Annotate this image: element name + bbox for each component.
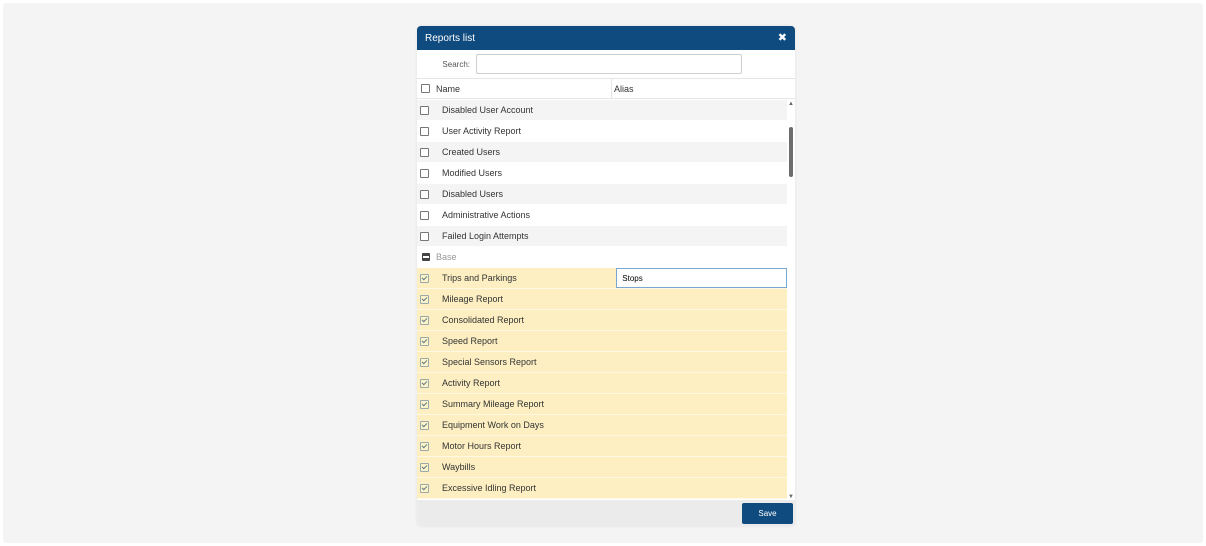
column-header-name-label: Name [436, 83, 461, 94]
report-row[interactable] [417, 163, 787, 184]
report-name: Excessive Idling Report [442, 483, 537, 493]
search-bar [417, 50, 795, 78]
report-checkbox[interactable] [420, 316, 429, 325]
report-checkbox[interactable] [420, 358, 429, 367]
report-row[interactable] [417, 142, 787, 163]
report-name: Modified Users [442, 168, 503, 178]
report-checkbox[interactable] [420, 484, 429, 493]
report-name: Disabled Users [442, 189, 504, 199]
report-name: Summary Mileage Report [442, 399, 545, 409]
report-name: Equipment Work on Days [442, 420, 544, 430]
report-name: Speed Report [442, 336, 498, 346]
report-checkbox[interactable] [420, 400, 429, 409]
scroll-up-icon[interactable]: ▲ [788, 101, 794, 107]
report-row[interactable] [417, 121, 787, 142]
report-row[interactable] [417, 373, 787, 394]
report-checkbox[interactable] [420, 106, 429, 115]
report-checkbox[interactable] [420, 442, 429, 451]
report-name: Administrative Actions [442, 210, 531, 220]
page-background [3, 3, 1203, 543]
report-row[interactable] [417, 289, 787, 310]
close-icon[interactable]: ✖ [777, 31, 787, 44]
report-name: Failed Login Attempts [442, 231, 529, 241]
report-name: Motor Hours Report [442, 441, 522, 451]
report-row[interactable] [417, 331, 787, 352]
report-row[interactable] [417, 352, 787, 373]
report-row[interactable] [417, 100, 787, 121]
report-checkbox[interactable] [420, 127, 429, 136]
scroll-thumb[interactable] [789, 127, 793, 177]
select-all-checkbox[interactable] [421, 84, 430, 93]
report-checkbox[interactable] [420, 379, 429, 388]
group-label: Base [436, 252, 457, 262]
report-name: Special Sensors Report [442, 357, 537, 367]
report-row[interactable] [417, 436, 787, 457]
report-name: Trips and Parkings [442, 273, 517, 283]
report-checkbox[interactable] [420, 337, 429, 346]
report-name: Created Users [442, 147, 501, 157]
save-button[interactable]: Save [742, 503, 793, 524]
report-row[interactable] [417, 457, 787, 478]
report-checkbox[interactable] [420, 463, 429, 472]
report-checkbox[interactable] [420, 211, 429, 220]
report-row[interactable] [417, 415, 787, 436]
report-row[interactable] [417, 226, 787, 247]
report-name: Mileage Report [442, 294, 504, 304]
report-checkbox[interactable] [420, 295, 429, 304]
dialog-title: Reports list [425, 32, 476, 44]
group-row[interactable] [417, 247, 787, 268]
collapse-icon[interactable] [422, 253, 430, 261]
report-checkbox[interactable] [420, 169, 429, 178]
report-row[interactable] [417, 205, 787, 226]
report-checkbox[interactable] [420, 274, 429, 283]
report-name: User Activity Report [442, 126, 522, 136]
report-row[interactable] [417, 478, 787, 499]
report-checkbox[interactable] [420, 232, 429, 241]
report-checkbox[interactable] [420, 421, 429, 430]
report-name: Disabled User Account [442, 105, 534, 115]
scroll-down-icon[interactable]: ▼ [788, 494, 794, 500]
report-row[interactable] [417, 268, 787, 289]
dialog-titlebar [417, 26, 795, 50]
alias-input[interactable] [616, 268, 787, 288]
search-label: Search: [442, 59, 470, 69]
report-row[interactable] [417, 184, 787, 205]
report-name: Consolidated Report [442, 315, 525, 325]
reports-list-dialog [417, 26, 795, 526]
column-header-name [417, 79, 612, 98]
report-name: Activity Report [442, 378, 501, 388]
dialog-footer [417, 500, 795, 526]
report-list [417, 100, 787, 500]
report-row[interactable] [417, 310, 787, 331]
report-name: Waybills [442, 462, 476, 472]
report-row[interactable] [417, 394, 787, 415]
search-input[interactable] [476, 54, 742, 74]
report-checkbox[interactable] [420, 190, 429, 199]
list-scrollbar[interactable] [787, 100, 795, 500]
report-checkbox[interactable] [420, 148, 429, 157]
column-header-alias: Alias [614, 83, 634, 94]
table-header [417, 78, 795, 99]
